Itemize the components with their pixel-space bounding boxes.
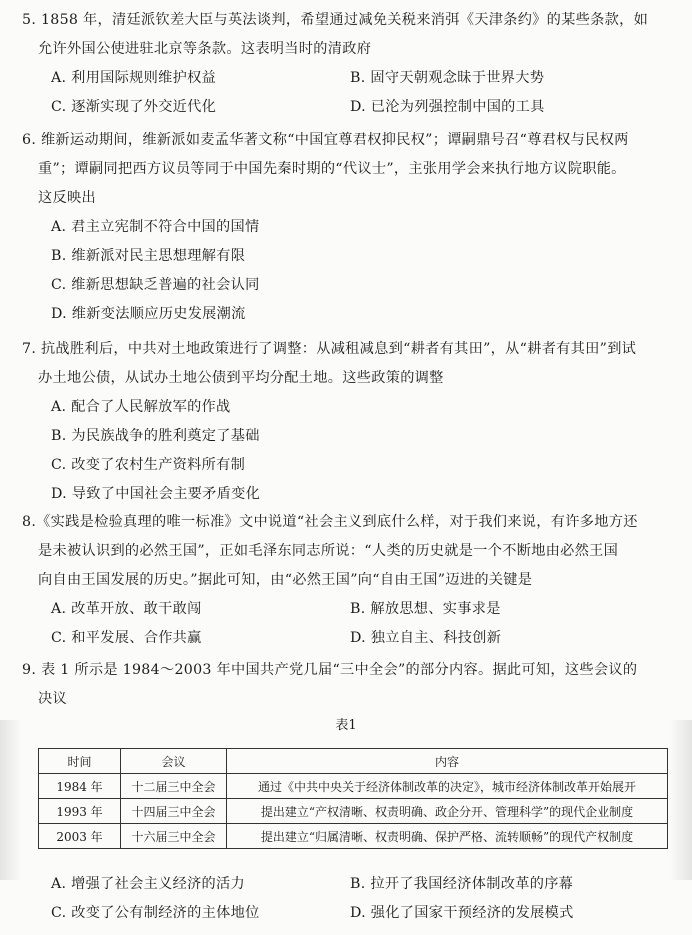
option-a: A. 增强了社会主义经济的活力 xyxy=(51,876,246,892)
question-6-options xyxy=(22,213,672,329)
data-table xyxy=(38,748,668,849)
table-cell: 十六届三中全会 xyxy=(121,824,227,849)
table-row xyxy=(39,799,668,824)
table-header-row xyxy=(39,749,668,774)
table-cell: 十四届三中全会 xyxy=(121,799,227,824)
question-text-line: 5. 1858 年，清廷派钦差大臣与英法谈判，希望通过减免关税来消弭《天津条约》的某些条款，如 xyxy=(22,12,649,28)
table-row xyxy=(39,824,668,849)
table-cell: 十二届三中全会 xyxy=(121,774,227,799)
question-text-line: 7. 抗战胜利后，中共对土地政策进行了调整：从减租减息到“耕者有其田”，从“耕者有其田”到试 xyxy=(22,341,637,357)
question-9-options-block xyxy=(22,870,672,928)
table-cell: 1993 年 xyxy=(39,799,121,824)
question-text-line: 决议 xyxy=(38,691,67,707)
option-c: C. 和平发展、合作共赢 xyxy=(51,630,202,646)
question-text-line: 9. 表 1 所示是 1984～2003 年中国共产党几届“三中全会”的部分内容。据此可知，这些会议的 xyxy=(22,662,638,678)
question-text-line: 向自由王国发展的历史。”据此可知，由“必然王国”向“自由王国”迈进的关键是 xyxy=(38,572,533,588)
question-9 xyxy=(22,656,672,714)
option-d: D. 维新变法顺应历史发展潮流 xyxy=(51,306,246,322)
question-text-line: 这反映出 xyxy=(38,190,96,206)
table-cell: 提出建立“归属清晰、权责明确、保护严格、流转顺畅”的现代产权制度 xyxy=(227,824,668,849)
option-b: B. 拉开了我国经济体制改革的序幕 xyxy=(350,876,574,892)
question-9-stem xyxy=(22,656,672,714)
question-text-line: 是未被认识到的必然王国”，正如毛泽东同志所说：“人类的历史就是一个不断地由必然王国 xyxy=(38,543,619,559)
table-caption: 表1 xyxy=(335,718,357,733)
question-8 xyxy=(22,508,672,653)
option-b: B. 解放思想、实事求是 xyxy=(350,601,501,617)
question-6-stem xyxy=(22,126,672,213)
question-text-line: 办土地公债，从试办土地公债到平均分配土地。这些政策的调整 xyxy=(38,370,444,386)
question-7-stem xyxy=(22,335,672,393)
option-a: A. 改革开放、敢干敢闯 xyxy=(51,601,202,617)
scan-shadow-left xyxy=(0,720,22,880)
question-9-options xyxy=(22,870,672,928)
option-b: B. 固守天朝观念昧于世界大势 xyxy=(350,70,545,86)
option-c: C. 改变了公有制经济的主体地位 xyxy=(51,905,260,921)
question-5-stem xyxy=(22,6,672,64)
option-c: C. 逐渐实现了外交近代化 xyxy=(51,99,217,115)
question-text-line: 重”；谭嗣同把西方议员等同于中国先秦时期的“代议士”，主张用学会来执行地方议院职能。 xyxy=(38,161,626,177)
table-cell: 1984 年 xyxy=(39,774,121,799)
column-header-meeting: 会议 xyxy=(121,749,227,774)
option-b: B. 维新派对民主思想理解有限 xyxy=(51,248,246,264)
option-d: D. 强化了国家干预经济的发展模式 xyxy=(350,905,574,921)
question-text-line: 允许外国公使进驻北京等条款。这表明当时的清政府 xyxy=(38,41,372,57)
table-cell: 提出建立“产权清晰、权责明确、政企分开、管理科学”的现代企业制度 xyxy=(227,799,668,824)
scan-shadow-right xyxy=(670,720,692,880)
question-5-options xyxy=(22,64,672,122)
column-header-time: 时间 xyxy=(39,749,121,774)
option-b: B. 为民族战争的胜利奠定了基础 xyxy=(51,428,260,444)
question-7 xyxy=(22,335,672,509)
question-7-options xyxy=(22,393,672,509)
option-c: C. 维新思想缺乏普遍的社会认同 xyxy=(51,277,260,293)
option-a: A. 君主立宪制不符合中国的国情 xyxy=(51,219,260,235)
option-c: C. 改变了农村生产资料所有制 xyxy=(51,457,246,473)
table-cell: 2003 年 xyxy=(39,824,121,849)
option-a: A. 利用国际规则维护权益 xyxy=(51,70,217,86)
question-text-line: 8.《实践是检验真理的唯一标准》文中说道“社会主义到底什么样，对于我们来说，有许多地方还 xyxy=(22,514,638,530)
option-a: A. 配合了人民解放军的作战 xyxy=(51,399,231,415)
option-d: D. 独立自主、科技创新 xyxy=(350,630,502,646)
question-6 xyxy=(22,126,672,329)
option-d: D. 导致了中国社会主要矛盾变化 xyxy=(51,486,261,502)
question-5 xyxy=(22,6,672,122)
question-8-stem xyxy=(22,508,672,595)
table-cell: 通过《中共中央关于经济体制改革的决定》，城市经济体制改革开始展开 xyxy=(227,774,668,799)
question-8-options xyxy=(22,595,672,653)
question-text-line: 6. 维新运动期间，维新派如麦孟华著文称“中国宜尊君权抑民权”；谭嗣鼎号召“尊君权与民权两 xyxy=(22,132,629,148)
option-d: D. 已沦为列强控制中国的工具 xyxy=(350,99,545,115)
table-row xyxy=(39,774,668,799)
column-header-content: 内容 xyxy=(227,749,668,774)
